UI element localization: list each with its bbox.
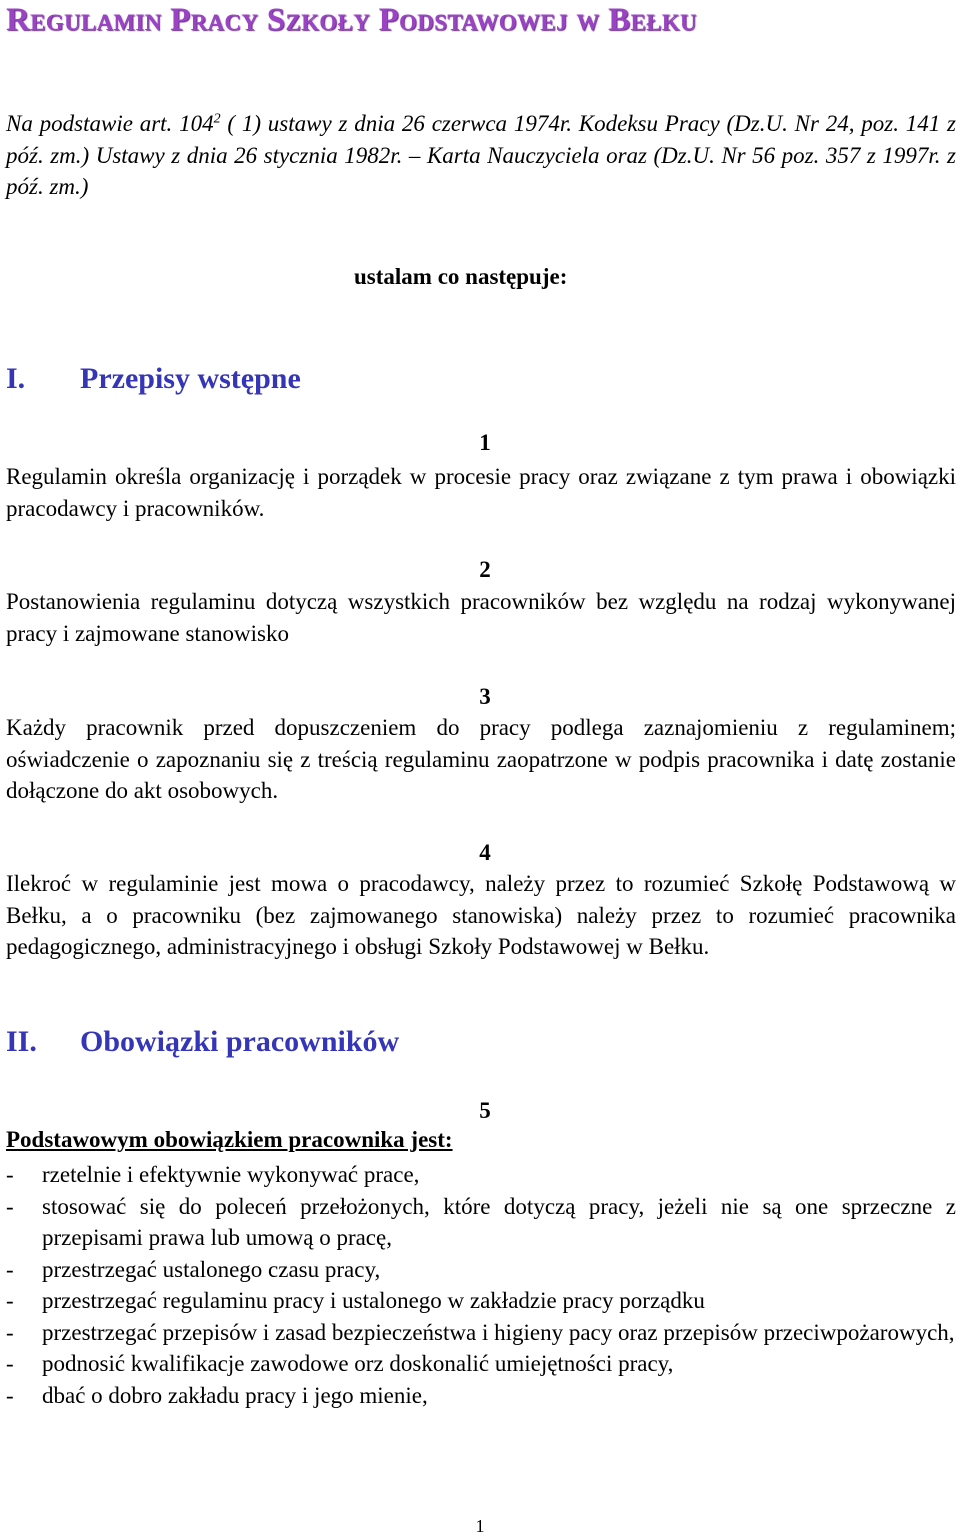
paragraph-number: 1 — [479, 430, 491, 455]
dash-marker: - — [6, 1162, 14, 1187]
document-title: Regulamin Pracy Szkoły Podstawowej w Bełku — [6, 2, 697, 38]
list-item — [6, 1159, 956, 1191]
section-title: Obowiązki pracowników — [80, 1025, 400, 1058]
list-item — [6, 1317, 956, 1349]
list-item-text: rzetelnie i efektywnie wykonywać prace, — [42, 1162, 420, 1187]
intro-part1: Na podstawie art. 104 — [6, 111, 214, 136]
list-item — [6, 1191, 956, 1254]
list-item — [6, 1254, 956, 1286]
list-item — [6, 1285, 956, 1317]
list-item-text: przestrzegać przepisów i zasad bezpieczeństwa i higieny pacy oraz przepisów przeciwpożarowych, — [42, 1319, 955, 1345]
list-item — [6, 1380, 956, 1412]
section-heading-2 — [6, 1025, 399, 1059]
list-item-text: podnosić kwalifikacje zawodowe orz doskonalić umiejętności pracy, — [42, 1351, 674, 1376]
paragraph-heading-5 — [6, 1094, 956, 1126]
duties-heading: Podstawowym obowiązkiem pracownika jest: — [6, 1127, 453, 1152]
section-number: I. — [6, 362, 26, 395]
dash-marker: - — [6, 1351, 14, 1376]
list-item-text: dbać o dobro zakładu pracy i jego mienie, — [42, 1382, 428, 1408]
paragraph-number: 4 — [479, 840, 491, 865]
paragraph-number: 2 — [479, 557, 491, 582]
paragraph-heading-3 — [6, 680, 956, 712]
paragraph-text-2: Postanowienia regulaminu dotyczą wszystkich pracowników bez względu na rodzaj wykonywanej pracy i zajmowane stanowisko — [6, 589, 956, 646]
ustalam-statement: ustalam co następuje: — [354, 264, 568, 289]
list-item-text: stosować się do poleceń przełożonych, które dotyczą pracy, jeżeli nie są one sprzeczne z przepisami prawa lub umową o pracę, — [42, 1193, 956, 1250]
section-heading-1 — [6, 362, 301, 396]
paragraph-text-3: Każdy pracownik przed dopuszczeniem do pracy podlega zaznajomieniu z regulaminem; oświadczenie o zapoznaniu się z treścią regulaminu zaopatrzone w podpis pracownika i datę zostanie dołączone do akt osobowych. — [6, 715, 956, 803]
paragraph-heading-4 — [6, 836, 956, 868]
paragraph-heading-1 — [6, 426, 956, 458]
section-title: Przepisy wstępne — [80, 362, 301, 395]
paragraph-text-1: Regulamin określa organizację i porządek w procesie pracy oraz związane z tym prawa i obowiązki pracodawcy i pracowników. — [6, 464, 956, 521]
dash-marker: - — [6, 1193, 14, 1219]
dash-marker: - — [6, 1288, 14, 1313]
list-item — [6, 1348, 956, 1380]
paragraph-number: 3 — [479, 684, 491, 709]
intro-superscript: 2 — [213, 111, 221, 127]
dash-marker: - — [6, 1382, 14, 1408]
duties-list — [6, 1159, 956, 1411]
page-number: 1 — [475, 1516, 485, 1536]
intro-part2: ( 1) ustawy z dnia 26 czerwca 1974r. Kodeksu Pracy (Dz.U. Nr 24, poz. 141 z póź. zm.) Ustawy z dnia 26 stycznia 1982r. – Karta Nauczyciela oraz (Dz.U. Nr 56 poz. 357 z 1997r. z póź. zm.) — [6, 111, 956, 199]
paragraph-heading-2 — [6, 553, 956, 585]
list-item-text: przestrzegać ustalonego czasu pracy, — [42, 1256, 381, 1282]
section-number: II. — [6, 1025, 37, 1058]
legal-basis-intro — [6, 108, 956, 203]
list-item-text: przestrzegać regulaminu pracy i ustalonego w zakładzie pracy porządku — [42, 1288, 705, 1313]
dash-marker: - — [6, 1256, 14, 1282]
paragraph-number: 5 — [479, 1098, 491, 1123]
paragraph-text-4: Ilekroć w regulaminie jest mowa o pracodawcy, należy przez to rozumieć Szkołę Podstawową w Bełku, a o pracowniku (bez zajmowanego stanowiska) należy przez to rozumieć pracownika pedagogicznego, administracyjnego i obsługi Szkoły Podstawowej w Bełku. — [6, 871, 956, 959]
dash-marker: - — [6, 1319, 14, 1345]
